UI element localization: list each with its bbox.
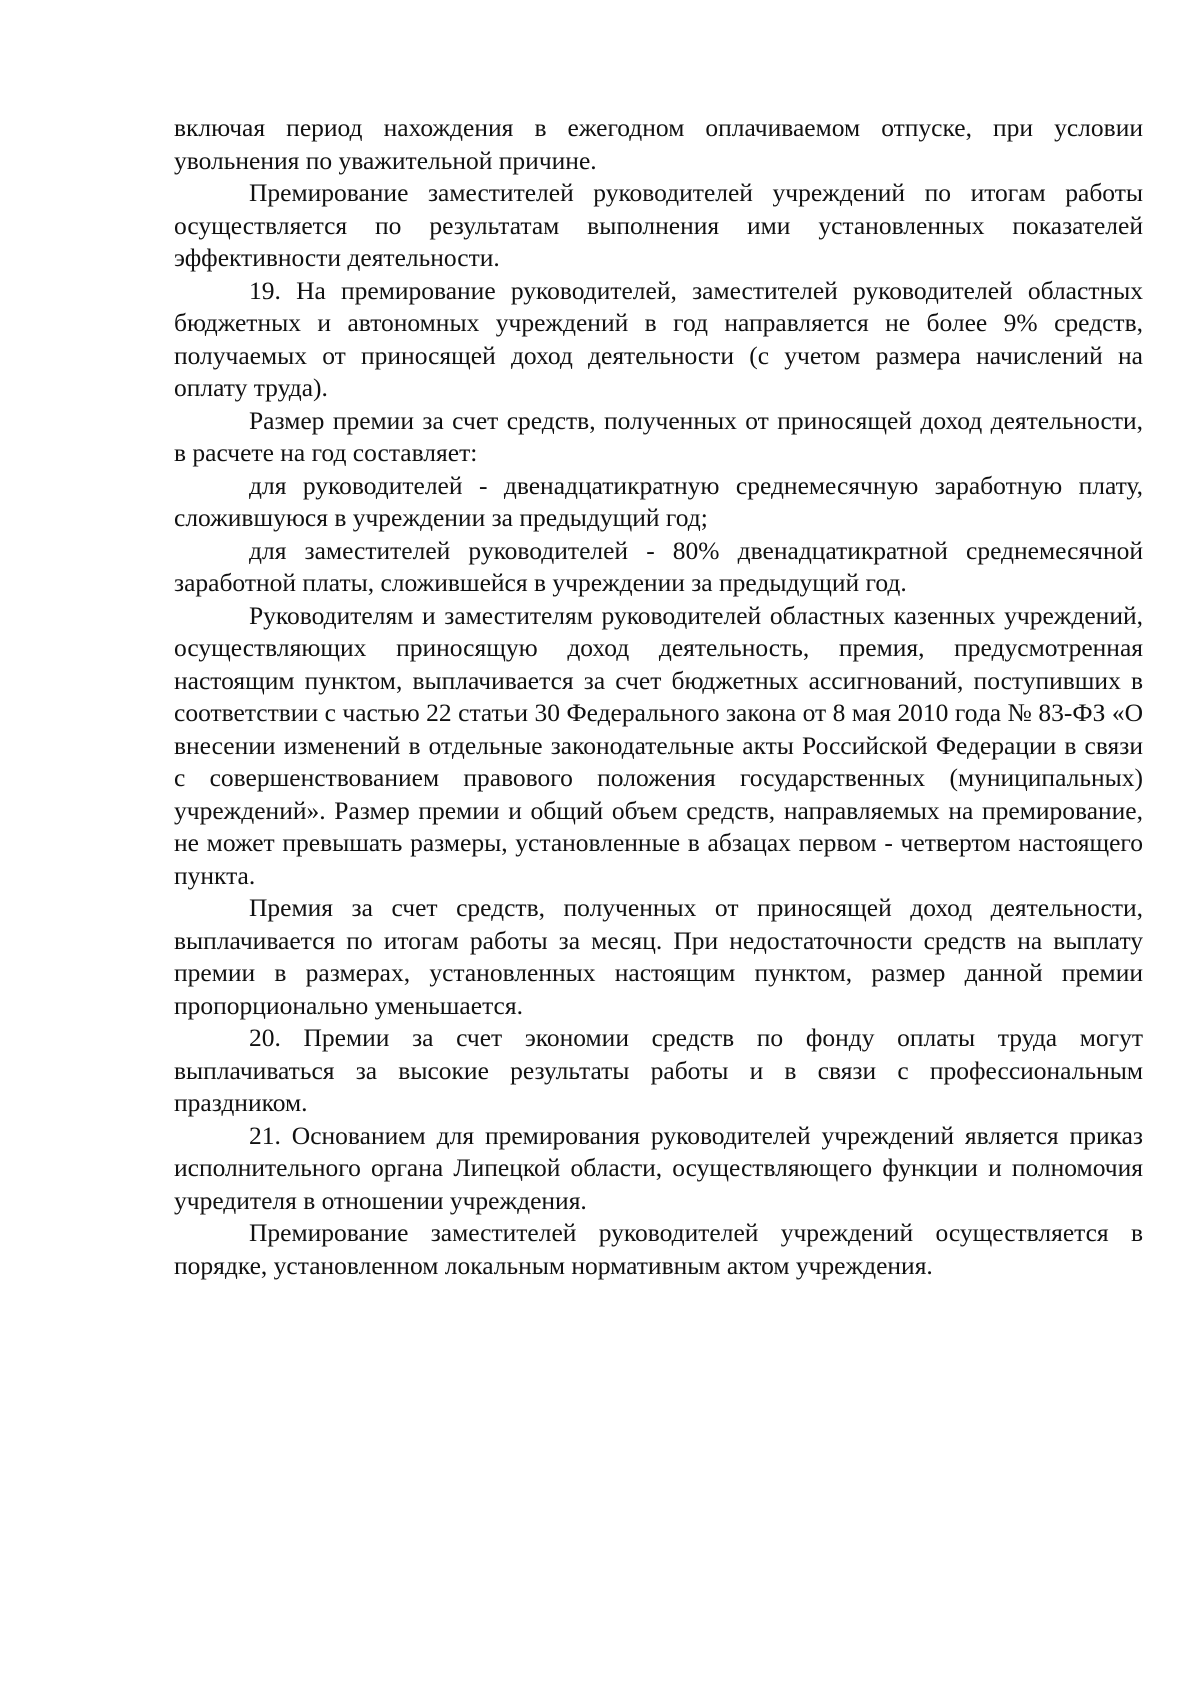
paragraph-clause-19: 19. На премирование руководителей, заместителей руководителей областных бюджетных и автономных учреждений в год направляется не более 9% средств, получаемых от приносящей доход деятельности (с учетом размера начислений на оплату труда).	[174, 275, 1143, 402]
paragraph-heads-bonus: для руководителей - двенадцатикратную среднемесячную заработную плату, сложившуюся в учреждении за предыдущий год;	[174, 470, 1143, 532]
paragraph-continuation: включая период нахождения в ежегодном оплачиваемом отпуске, при условии увольнения по уважительной причине.	[174, 113, 1143, 175]
paragraph-state-institutions: Руководителям и заместителям руководителей областных казенных учреждений, осуществляющих приносящую доход деятельность, премия, предусмотренная настоящим пунктом, выплачивается за счет бюджетных ассигнований, поступивших в соответствии с частью 22 статьи 30 Федерального закона от 8 мая 2010 года № 83-ФЗ «О внесении изменений в отдельные законодательные акты Российской Федерации в связи с совершенствованием правового положения государственных (муниципальных) учреждений». Размер премии и общий объем средств, направляемых на премирование, не может превышать размеры, установленные в абзацах первом - четвертом настоящего пункта.	[174, 600, 1143, 890]
paragraph-deputy-bonus-basis: Премирование заместителей руководителей учреждений по итогам работы осуществляется по результатам выполнения ими установленных показателей эффективности деятельности.	[174, 178, 1143, 272]
paragraph-clause-20: 20. Премии за счет экономии средств по фонду оплаты труда могут выплачиваться за высокие результаты работы и в связи с профессиональным праздником.	[174, 1023, 1143, 1117]
paragraph-deputy-bonus-order: Премирование заместителей руководителей учреждений осуществляется в порядке, установленном локальным нормативным актом учреждения.	[174, 1218, 1143, 1280]
document-page	[174, 112, 1143, 1282]
paragraph-bonus-size: Размер премии за счет средств, полученных от приносящей доход деятельности, в расчете на год составляет:	[174, 405, 1143, 467]
paragraph-monthly-bonus: Премия за счет средств, полученных от приносящей доход деятельности, выплачивается по итогам работы за месяц. При недостаточности средств на выплату премии в размерах, установленных настоящим пунктом, размер данной премии пропорционально уменьшается.	[174, 893, 1143, 1020]
paragraph-deputies-bonus: для заместителей руководителей - 80% двенадцатикратной среднемесячной заработной платы, сложившейся в учреждении за предыдущий год.	[174, 535, 1143, 597]
paragraph-clause-21: 21. Основанием для премирования руководителей учреждений является приказ исполнительного органа Липецкой области, осуществляющего функции и полномочия учредителя в отношении учреждения.	[174, 1120, 1143, 1215]
